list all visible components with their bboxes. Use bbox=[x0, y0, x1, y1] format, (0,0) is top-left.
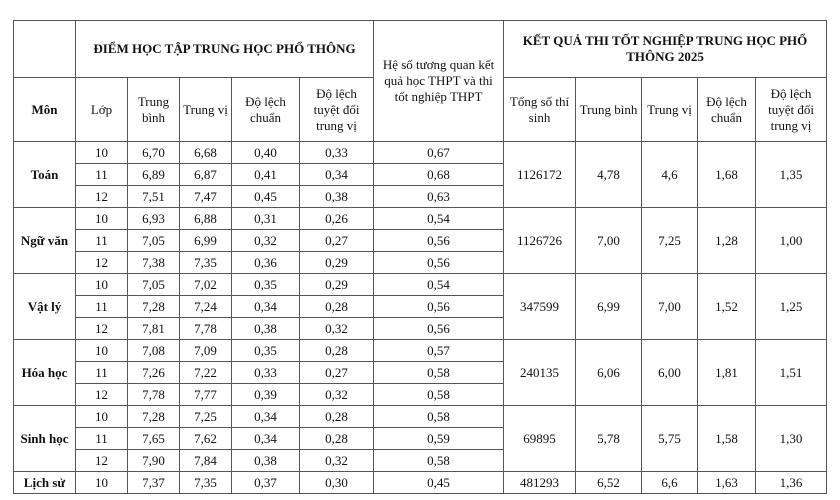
grade-cell: 12 bbox=[76, 318, 128, 340]
grade-cell: 10 bbox=[76, 472, 128, 494]
corner-cell bbox=[14, 21, 76, 78]
grade-cell: 12 bbox=[76, 450, 128, 472]
table-row bbox=[14, 340, 827, 362]
col-median: Trung vị bbox=[180, 78, 232, 142]
std-cell: 0,45 bbox=[232, 186, 300, 208]
table-row bbox=[14, 406, 827, 428]
std-cell: 0,32 bbox=[232, 230, 300, 252]
mean-cell: 6,89 bbox=[128, 164, 180, 186]
correlation-cell: 0,56 bbox=[374, 252, 504, 274]
mean-cell: 7,51 bbox=[128, 186, 180, 208]
median-cell: 7,78 bbox=[180, 318, 232, 340]
correlation-cell: 0,58 bbox=[374, 450, 504, 472]
table-row bbox=[14, 274, 827, 296]
correlation-cell: 0,67 bbox=[374, 142, 504, 164]
correlation-heading: Hệ số tương quan kết quả học THPT và thi tốt nghiệp THPT bbox=[374, 21, 504, 142]
std-cell: 0,40 bbox=[232, 142, 300, 164]
std-cell: 0,34 bbox=[232, 428, 300, 450]
mad-cell: 0,27 bbox=[300, 362, 374, 384]
mad-cell: 0,38 bbox=[300, 186, 374, 208]
median-cell: 7,35 bbox=[180, 472, 232, 494]
exam-median-cell: 5,75 bbox=[642, 406, 698, 472]
exam-mean-cell: 6,99 bbox=[576, 274, 642, 340]
grade-cell: 10 bbox=[76, 208, 128, 230]
exam-count-cell: 69895 bbox=[504, 406, 576, 472]
exam-mean-cell: 7,00 bbox=[576, 208, 642, 274]
median-cell: 7,35 bbox=[180, 252, 232, 274]
mean-cell: 7,81 bbox=[128, 318, 180, 340]
median-cell: 7,84 bbox=[180, 450, 232, 472]
correlation-cell: 0,58 bbox=[374, 384, 504, 406]
median-cell: 7,77 bbox=[180, 384, 232, 406]
exam-std-cell: 1,68 bbox=[698, 142, 756, 208]
correlation-cell: 0,56 bbox=[374, 318, 504, 340]
table-header bbox=[14, 21, 827, 142]
table-row bbox=[14, 208, 827, 230]
col-subject: Môn bbox=[14, 78, 76, 142]
median-cell: 6,68 bbox=[180, 142, 232, 164]
std-cell: 0,41 bbox=[232, 164, 300, 186]
mean-cell: 7,37 bbox=[128, 472, 180, 494]
median-cell: 7,09 bbox=[180, 340, 232, 362]
exam-median-cell: 4,6 bbox=[642, 142, 698, 208]
subject-name: Ngữ văn bbox=[14, 208, 76, 274]
grade-cell: 10 bbox=[76, 142, 128, 164]
exam-mad-cell: 1,25 bbox=[756, 274, 827, 340]
exam-std-cell: 1,58 bbox=[698, 406, 756, 472]
correlation-cell: 0,68 bbox=[374, 164, 504, 186]
subject-name: Lịch sử bbox=[14, 472, 76, 494]
exam-mean-cell: 4,78 bbox=[576, 142, 642, 208]
std-cell: 0,38 bbox=[232, 318, 300, 340]
col-exam-median: Trung vị bbox=[642, 78, 698, 142]
grade-cell: 11 bbox=[76, 230, 128, 252]
highschool-scores-heading: ĐIỂM HỌC TẬP TRUNG HỌC PHỔ THÔNG bbox=[76, 21, 374, 78]
exam-mean-cell: 6,06 bbox=[576, 340, 642, 406]
col-mean: Trung bình bbox=[128, 78, 180, 142]
mad-cell: 0,33 bbox=[300, 142, 374, 164]
mad-cell: 0,28 bbox=[300, 406, 374, 428]
median-cell: 7,22 bbox=[180, 362, 232, 384]
median-cell: 7,25 bbox=[180, 406, 232, 428]
mean-cell: 7,90 bbox=[128, 450, 180, 472]
grade-cell: 10 bbox=[76, 340, 128, 362]
mean-cell: 7,05 bbox=[128, 230, 180, 252]
table-row bbox=[14, 142, 827, 164]
mad-cell: 0,27 bbox=[300, 230, 374, 252]
col-mad: Độ lệch tuyệt đối trung vị bbox=[300, 78, 374, 142]
grade-cell: 12 bbox=[76, 186, 128, 208]
median-cell: 6,99 bbox=[180, 230, 232, 252]
exam-median-cell: 7,00 bbox=[642, 274, 698, 340]
grade-cell: 10 bbox=[76, 274, 128, 296]
median-cell: 7,62 bbox=[180, 428, 232, 450]
grade-cell: 10 bbox=[76, 406, 128, 428]
correlation-cell: 0,58 bbox=[374, 406, 504, 428]
col-exam-count: Tổng số thí sinh bbox=[504, 78, 576, 142]
correlation-cell: 0,56 bbox=[374, 230, 504, 252]
std-cell: 0,35 bbox=[232, 340, 300, 362]
mean-cell: 7,26 bbox=[128, 362, 180, 384]
mean-cell: 7,28 bbox=[128, 406, 180, 428]
col-exam-mad: Độ lệch tuyệt đối trung vị bbox=[756, 78, 827, 142]
grade-cell: 11 bbox=[76, 296, 128, 318]
mad-cell: 0,34 bbox=[300, 164, 374, 186]
col-grade: Lớp bbox=[76, 78, 128, 142]
mad-cell: 0,32 bbox=[300, 318, 374, 340]
exam-median-cell: 6,6 bbox=[642, 472, 698, 494]
correlation-cell: 0,54 bbox=[374, 274, 504, 296]
table-body bbox=[14, 142, 827, 494]
std-cell: 0,37 bbox=[232, 472, 300, 494]
mean-cell: 7,38 bbox=[128, 252, 180, 274]
exam-count-cell: 1126726 bbox=[504, 208, 576, 274]
correlation-cell: 0,45 bbox=[374, 472, 504, 494]
mean-cell: 6,93 bbox=[128, 208, 180, 230]
subject-name: Toán bbox=[14, 142, 76, 208]
mad-cell: 0,28 bbox=[300, 340, 374, 362]
std-cell: 0,36 bbox=[232, 252, 300, 274]
mean-cell: 7,28 bbox=[128, 296, 180, 318]
std-cell: 0,31 bbox=[232, 208, 300, 230]
exam-mean-cell: 5,78 bbox=[576, 406, 642, 472]
median-cell: 7,24 bbox=[180, 296, 232, 318]
exam-count-cell: 240135 bbox=[504, 340, 576, 406]
exam-mean-cell: 6,52 bbox=[576, 472, 642, 494]
subject-name: Vật lý bbox=[14, 274, 76, 340]
correlation-cell: 0,56 bbox=[374, 296, 504, 318]
std-cell: 0,34 bbox=[232, 296, 300, 318]
median-cell: 7,47 bbox=[180, 186, 232, 208]
correlation-cell: 0,58 bbox=[374, 362, 504, 384]
exam-std-cell: 1,28 bbox=[698, 208, 756, 274]
mad-cell: 0,29 bbox=[300, 274, 374, 296]
std-cell: 0,39 bbox=[232, 384, 300, 406]
mean-cell: 7,78 bbox=[128, 384, 180, 406]
mean-cell: 7,05 bbox=[128, 274, 180, 296]
exam-median-cell: 7,25 bbox=[642, 208, 698, 274]
exam-median-cell: 6,00 bbox=[642, 340, 698, 406]
grade-cell: 11 bbox=[76, 164, 128, 186]
correlation-cell: 0,59 bbox=[374, 428, 504, 450]
exam-std-cell: 1,81 bbox=[698, 340, 756, 406]
exam-mad-cell: 1,36 bbox=[756, 472, 827, 494]
exam-mad-cell: 1,51 bbox=[756, 340, 827, 406]
mad-cell: 0,28 bbox=[300, 428, 374, 450]
mad-cell: 0,30 bbox=[300, 472, 374, 494]
mean-cell: 6,70 bbox=[128, 142, 180, 164]
median-cell: 6,87 bbox=[180, 164, 232, 186]
table-row bbox=[14, 472, 827, 494]
median-cell: 6,88 bbox=[180, 208, 232, 230]
grade-cell: 12 bbox=[76, 384, 128, 406]
mad-cell: 0,32 bbox=[300, 384, 374, 406]
correlation-cell: 0,57 bbox=[374, 340, 504, 362]
exam-std-cell: 1,52 bbox=[698, 274, 756, 340]
col-std: Độ lệch chuẩn bbox=[232, 78, 300, 142]
std-cell: 0,38 bbox=[232, 450, 300, 472]
exam-count-cell: 347599 bbox=[504, 274, 576, 340]
exam-count-cell: 481293 bbox=[504, 472, 576, 494]
exam-count-cell: 1126172 bbox=[504, 142, 576, 208]
exam-mad-cell: 1,30 bbox=[756, 406, 827, 472]
mean-cell: 7,08 bbox=[128, 340, 180, 362]
mad-cell: 0,28 bbox=[300, 296, 374, 318]
std-cell: 0,35 bbox=[232, 274, 300, 296]
mad-cell: 0,26 bbox=[300, 208, 374, 230]
correlation-cell: 0,54 bbox=[374, 208, 504, 230]
std-cell: 0,34 bbox=[232, 406, 300, 428]
results-table bbox=[13, 20, 827, 494]
mad-cell: 0,32 bbox=[300, 450, 374, 472]
grade-cell: 11 bbox=[76, 362, 128, 384]
col-exam-mean: Trung bình bbox=[576, 78, 642, 142]
median-cell: 7,02 bbox=[180, 274, 232, 296]
mean-cell: 7,65 bbox=[128, 428, 180, 450]
grade-cell: 11 bbox=[76, 428, 128, 450]
grade-cell: 12 bbox=[76, 252, 128, 274]
exam-mad-cell: 1,00 bbox=[756, 208, 827, 274]
correlation-cell: 0,63 bbox=[374, 186, 504, 208]
col-exam-std: Độ lệch chuẩn bbox=[698, 78, 756, 142]
exam-std-cell: 1,63 bbox=[698, 472, 756, 494]
exam-results-heading: KẾT QUẢ THI TỐT NGHIỆP TRUNG HỌC PHỔ THÔNG 2025 bbox=[504, 21, 827, 78]
std-cell: 0,33 bbox=[232, 362, 300, 384]
subject-name: Sinh học bbox=[14, 406, 76, 472]
subject-name: Hóa học bbox=[14, 340, 76, 406]
mad-cell: 0,29 bbox=[300, 252, 374, 274]
exam-mad-cell: 1,35 bbox=[756, 142, 827, 208]
